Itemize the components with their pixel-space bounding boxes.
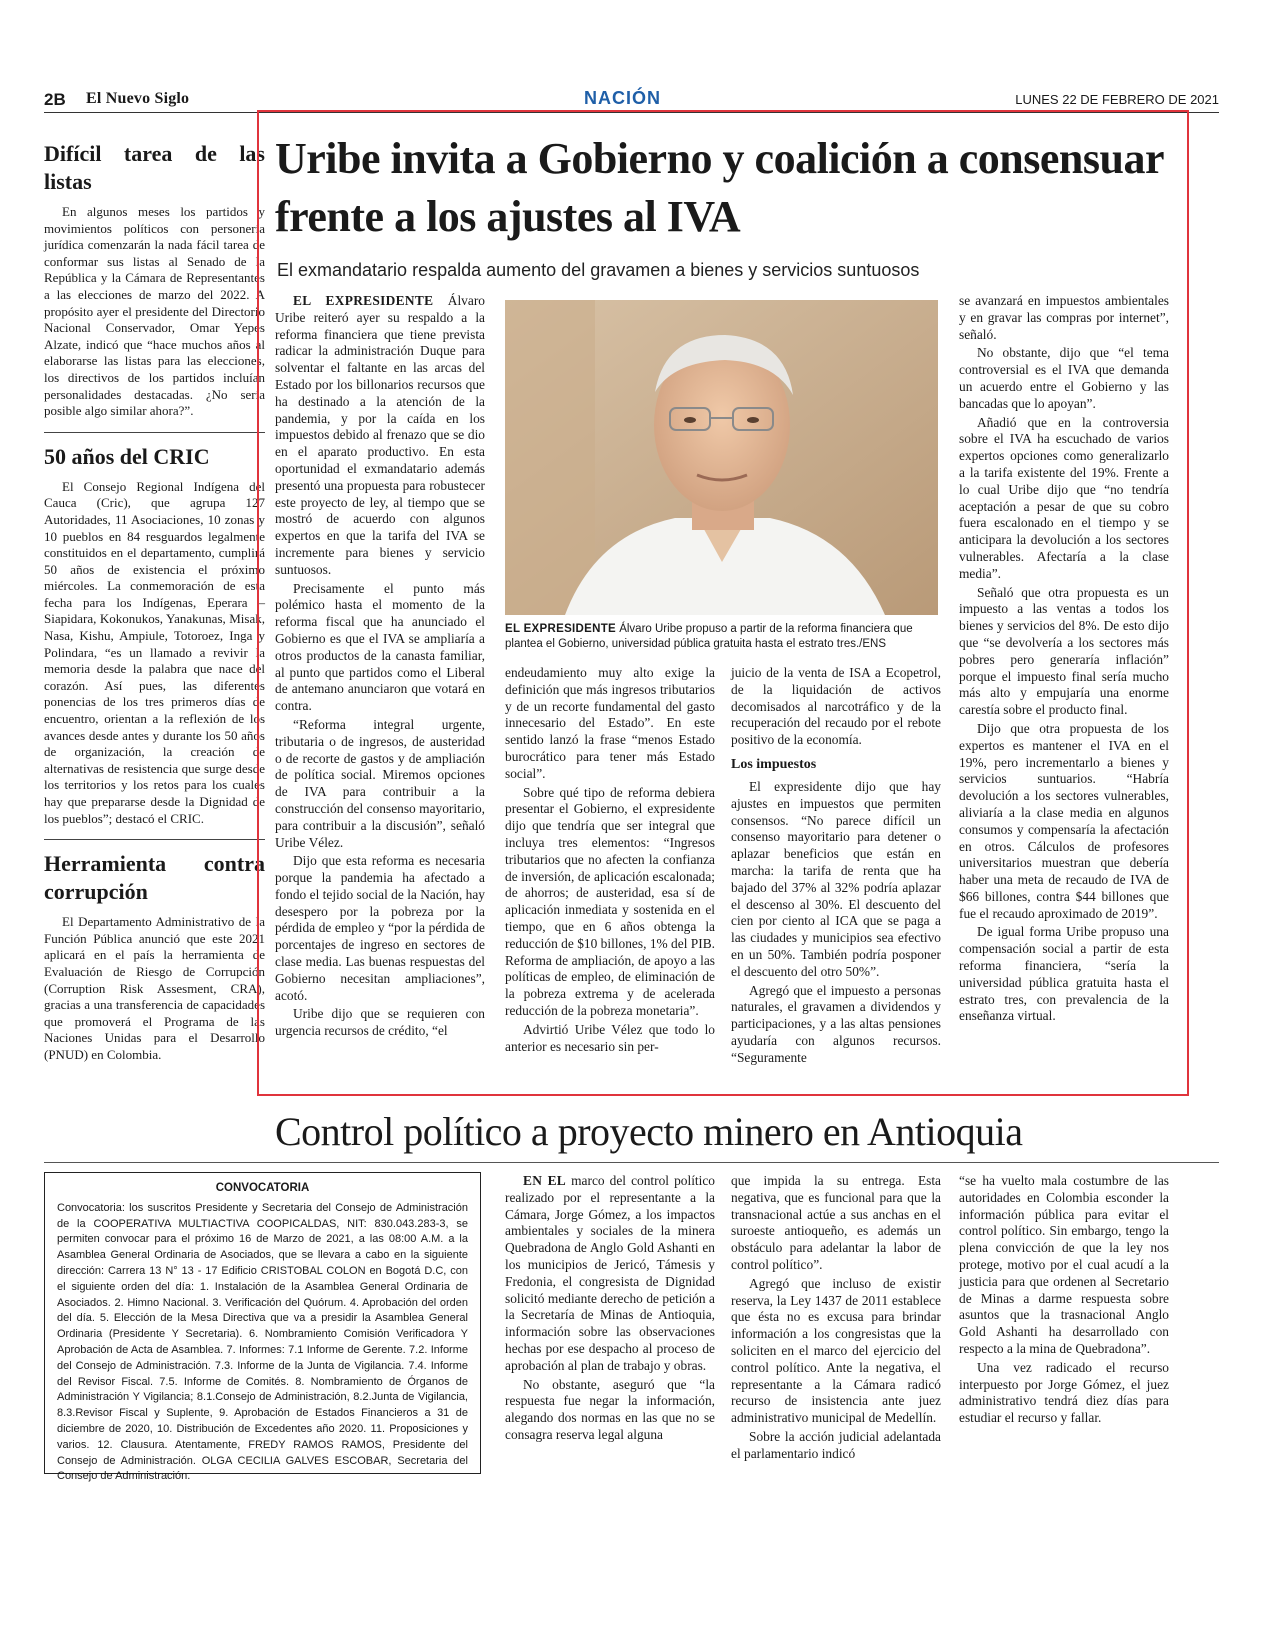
main-headline: Uribe invita a Gobierno y coalición a consensuar frente a los ajustes al IVA	[275, 134, 1164, 241]
body-paragraph: se avanzará en impuestos ambientales y en gravar las compras por internet”, señaló.	[959, 293, 1169, 342]
divider	[44, 839, 265, 840]
divider	[44, 1162, 1219, 1163]
body-paragraph: que impida la su entrega. Esta negativa, que es funcional para que la transnacional actúe a sus anchas en el suroeste antioqueño, es además un obstáculo para adelantar la labor de control político”.	[731, 1173, 941, 1272]
brief-heading: 50 años del CRIC	[44, 443, 210, 469]
body-paragraph: Agregó que incluso de existir reserva, la Ley 1437 de 2011 establece que ésta no es excusa para brindar información a los congresistas que la soliciten en el marco del ejercicio del control político. Ante la negativa, el representante a la Cámara radicó recurso de insistencia ante juez administrativo municipal de Medellín.	[731, 1275, 941, 1426]
lead-kicker: EN EL	[523, 1173, 567, 1188]
body-paragraph: No obstante, aseguró que “la respuesta fue negar la información, alegando dos normas en las que no se consagra reserva legal alguna	[505, 1376, 715, 1442]
caption-text: Álvaro Uribe propuso a partir de la reforma financiera que plantea el Gobierno, universidad pública gratuita hasta el estrato tres./ENS	[505, 623, 913, 650]
body-paragraph: Advirtió Uribe Vélez que todo lo anterior es necesario sin per-	[505, 1021, 715, 1054]
lead-kicker: EL EXPRESIDENTE	[293, 293, 434, 308]
body-paragraph: Añadió que en la controversia sobre el IVA ha escuchado de varios expertos opciones como generalizarlo a la tarifa existente del 19%. Frente a lo cual Uribe dijo que “no tendría aceptación a pesar de que su cobro fuera escalonado en el tiempo y se anticipara la devolución a los sectores vulnerables. Afectaría a la clase media”.	[959, 414, 1169, 581]
divider	[44, 432, 265, 433]
section-name: NACIÓN	[584, 88, 661, 108]
uribe-photo	[505, 300, 938, 615]
body-paragraph: Sobre la acción judicial adelantada el parlamentario indicó	[731, 1428, 941, 1461]
body-paragraph: Dijo que esta reforma es necesaria porque la pandemia ha afectado a fondo el tejido social de la Nación, hay desespero por la pobreza por la pérdida de empleo y “por la pérdida de porcentajes de ingreso en sectores de clase media. Las buenas respuestas del Gobierno necesitan ampliaciones”, acotó.	[275, 853, 485, 1003]
body-paragraph: juicio de la venta de ISA a Ecopetrol, de la liquidación de activos decomisados al narcotráfico y de la recuperación del recaudo por el rebote positivo de la economía.	[731, 665, 941, 748]
brief-body: El Departamento Administrativo de la Función Pública anunció que este 2021 aplicará en el país la herramienta de Evaluación de Riesgo de Corrupción (Corruption Risk Assesment, CRA), gracias a una transferencia de capacidades que promoverá el Programa de las Naciones Unidas para el Desarrollo (PNUD) en Colombia.	[44, 914, 265, 1062]
article2-column-2	[731, 1173, 941, 1638]
brief-cric	[44, 443, 265, 827]
body-paragraph: De igual forma Uribe propuso una compensación social a partir de esta reforma financiera, “sería la universidad pública gratuita hasta el estrato tres, con prevalencia de la enseñanza virtual.	[959, 924, 1169, 1024]
article-column-3	[731, 665, 941, 1085]
article-column-2	[505, 665, 715, 1085]
body-paragraph: Precisamente el punto más polémico hasta el momento de la reforma fiscal que ha anunciado el Gobierno es que el IVA se ampliaría a otros productos de la canasta familiar, al punto que partidos como el Liberal de antemano anunciaron que votará en contra.	[275, 580, 485, 714]
caption-kicker: EL EXPRESIDENTE	[505, 623, 617, 635]
page-number: 2B	[44, 90, 66, 109]
body-paragraph: Una vez radicado el recurso interpuesto por Jorge Gómez, el juez administrativo tendrá diez días para estudiar el recurso y fallar.	[959, 1359, 1169, 1426]
body-paragraph: Uribe dijo que se requieren con urgencia recursos de crédito, “el	[275, 1006, 485, 1039]
article2-column-1	[505, 1173, 715, 1638]
body-paragraph: El expresidente dijo que hay ajustes en impuestos que permiten consensos. “No parece difícil un consenso mayoritario para detener o aplazar beneficios que están en marcha: la tarifa de renta que ha bajado del 37% al 32% podría aplazar el descenso al 30%. El descuento del cien por ciento al ICA que se paga a las ciudades y municipios sea efectivo en un 50%. También podría posponer el descuento del otro 50%”.	[731, 778, 941, 979]
second-headline: Control político a proyecto minero en Antioquia	[275, 1109, 1023, 1154]
brief-corrupcion	[44, 850, 265, 1063]
body-paragraph: Señaló que otra propuesta es un impuesto a las ventas a todos los bienes y servicios del 8%. De esto dijo que “se devolvería a los sectores más pobres pero generaría inflación” porque el impuesto final sería mucho más alto y empujaría una enorme carestía sobre el producto final.	[959, 584, 1169, 718]
notice-title: CONVOCATORIA	[215, 1182, 310, 1194]
convocatoria-notice	[44, 1172, 481, 1483]
lead-paragraph	[275, 293, 485, 579]
body-paragraph: “Reforma integral urgente, tributaria o de ingresos, de austeridad o de recorte de gastos y de ampliación de política social. Miremos opciones de IVA para contribuir a la construcción del consenso mayoritario, para contribuir a la discusión”, señaló Uribe Vélez.	[275, 716, 485, 850]
notice-text: Convocatoria: los suscritos Presidente y Secretaria del Consejo de Administración de la COOPERATIVA MULTIACTIVA COOPICALDAS, NIT: 830.043.283-3, se permiten convocar para el próximo 16 de Marzo de 2021, a las 08:00 A.M. a la Asamblea General Ordinaria de Asociados, que se llevara a cabo en la siguiente dirección: Carrera 13 N° 13 - 17 Edificio CRISTOBAL COLON en Bogotá D.C, con el siguiente orden del día: 1. Instalación de la Asamblea General Ordinaria de Asociados. 2. Himno Nacional. 3. Verificación del Quórum. 4. Aprobación del orden del día. 5. Elección de la Mesa Directiva que va a presidir la Asamblea General Ordinaria (Presidente Y Secretaria). 6. Nombramiento Comisión Verificadora Y Aprobación de Acta de Asamblea. 7. Informes: 7.1 Informe de Gerente. 7.2. Informe del Consejo de Administración. 7.3. Informe de la Junta de Vigilancia. 7.4. Informe del Revisor Fiscal. 7.5. Informe de Comités. 8. Nombramiento de Órganos de Administración Y Vigilancia; 8.1.Consejo de Administración, 8.2.Junta de Vigilancia, 8.3.Revisor Fiscal y Suplente, 9. Aprobación de Estados Financieros a 31 de diciembre de 2020, 10. Distribución de Excedentes año 2020. 11. Proposiciones y varios. 12. Clausura. Atentamente, FREDY RAMOS RAMOS, Presidente del Consejo de Administración. OLGA CECILIA GALVES ESCOBAR, Secretaria del Consejo de Administración.	[57, 1201, 468, 1483]
sidebar-briefs	[44, 140, 265, 1064]
body-paragraph: endeudamiento muy alto exige la definición que más ingresos tributarios y de un recorte fundamental del gasto innecesario del Estado”. En este sentido lanzó la frase “menos Estado burocrático para tener más Estado social”.	[505, 665, 715, 781]
photo-caption	[505, 622, 938, 651]
body-paragraph: No obstante, dijo que “el tema controversial es el IVA que demanda un acuerdo entre el Gobierno y las bancadas que lo apoyan”.	[959, 345, 1169, 411]
lead-text: Álvaro Uribe reiteró ayer su respaldo a la reforma financiera que tiene prevista radicar la administración Duque para solventar el faltante en las arcas del Estado por los billonarios recursos que ha destinado a la atención de la pandemia, y por la caída en los impuestos debido al frenazo que se dio en el aparato productivo. En esta oportunidad el exmandatario además presentó una propuesta para robustecer este proyecto de ley, al tiempo que se mostró de acuerdo con algunos expertos en que la tarifa del IVA se incremente para bienes y servicio suntuosos.	[275, 293, 485, 577]
brief-body: El Consejo Regional Indígena del Cauca (Cric), que agrupa 127 Autoridades, 11 Asociaciones, 10 zonas y 10 pueblos en 84 resguardos legalmente constituidos en el departamento, cumplirá 50 años de existencia el próximo miércoles. La conmemoración de esta fecha para los Indígenas, Eperara – Siapidara, Kokonukos, Yanakunas, Misak, Nasa, Kishu, Ampiule, Totoroez, Inga y Polindara, “es un llamado a revivir la memoria desde la palabra que nace del corazón. Así pues, las diferentes ponencias de los tres primeros días de encuentro, orientan a la reflexión de los avances desde antes y durante los 50 años de organización, la creación de alternativas de resistencia que surge desde los territorios y los retos para los cuales hay que prepararse desde la Dignidad de los pueblos”; destacó el CRIC.	[44, 478, 265, 826]
section-subtitle: Los impuestos	[731, 756, 817, 772]
brief-heading: Difícil tarea de las listas	[44, 141, 265, 194]
brief-body: En algunos meses los partidos y movimientos políticos con personería jurídica comenzarán la nada fácil tarea de conformar sus listas al Senado de la República y la Cámara de Representantes a las elecciones de marzo del 2022. A propósito ayer el presidente del Directorio Nacional Conservador, Omar Yepes Alzate, indicó que “hace muchos años al elaborarse las listas para las elecciones, los directivos de los partidos incluían personalidades destacadas. ¿No sería posible algo similar ahora?”.	[44, 204, 265, 419]
main-subheadline: El exmandatario respalda aumento del gravamen a bienes y servicios suntuosos	[277, 260, 920, 280]
article2-column-3	[959, 1173, 1169, 1638]
body-paragraph: Agregó que el impuesto a personas naturales, el gravamen a dividendos y participaciones, y a las altas pensiones ayudaría con algunos recursos. “Seguramente	[731, 982, 941, 1065]
brief-heading: Herramienta contra corrupción	[44, 851, 265, 905]
body-paragraph: Dijo que otra propuesta de los expertos es mantener el IVA en el 19%, pero incrementarlo a bienes y servicios suntuarios. “Habría devolución a los sectores vulnerables, aliviaría a la clase media en algunos consumos y compensaría la afectación en otros. Cálculos de profesores universitarios muestran que debería haber una meta de recaudo de IVA de $66 billones, contra $44 billones que fue el recaudo aproximado de 2019”.	[959, 720, 1169, 921]
article-column-4	[959, 293, 1169, 1083]
issue-date: LUNES 22 DE FEBRERO DE 2021	[1015, 92, 1219, 107]
newspaper-name: El Nuevo Siglo	[86, 90, 190, 107]
lead-paragraph	[505, 1173, 715, 1375]
brief-listas	[44, 140, 265, 420]
body-paragraph: Sobre qué tipo de reforma debiera presentar el Gobierno, el expresidente dijo que tendría que ser integral que incluya tres elementos: “Ingresos tributarios que no afecten la confianza de inversión, de aplicación escalonada; de ahorros; de austeridad, esa sí de aplicación inmediata y sostenida en el tiempo, que en 6 años obtenga la reducción de $10 billones, 1% del PIB. Reforma de ampliación, de apoyo a las políticas de empleo, de eliminación de la pobreza extrema y de acelerada reducción de la pobreza monetaria”.	[505, 784, 715, 1018]
body-paragraph: “se ha vuelto mala costumbre de las autoridades en Colombia esconder la información pública para evitar el control político. Sin embargo, tengo la plena convicción de que la ley nos protege, motivo por el cual acudí a la justicia para que ordenen al Secretario de Minas a darme respuesta sobre asuntos que la trasnacional Anglo Gold Ashanti ha desarrollado con respecto a la mina de Quebradona”.	[959, 1173, 1169, 1356]
lead-text: marco del control político realizado por el representante a la Cámara, Jorge Gómez, a los impactos ambientales y sociales de la minera Quebradona de Anglo Gold Ashanti en los municipios de Jericó, Támesis y Fredonia, el congresista de Dignidad solicitó mediante derecho de petición a la Secretaría de Minas de Antioquia, información sobre las observaciones hechas por ese despacho al proceso de aprobación al plan de trabajo y obras.	[505, 1173, 716, 1373]
portrait-illustration	[505, 300, 938, 615]
article-column-1	[275, 293, 485, 1083]
